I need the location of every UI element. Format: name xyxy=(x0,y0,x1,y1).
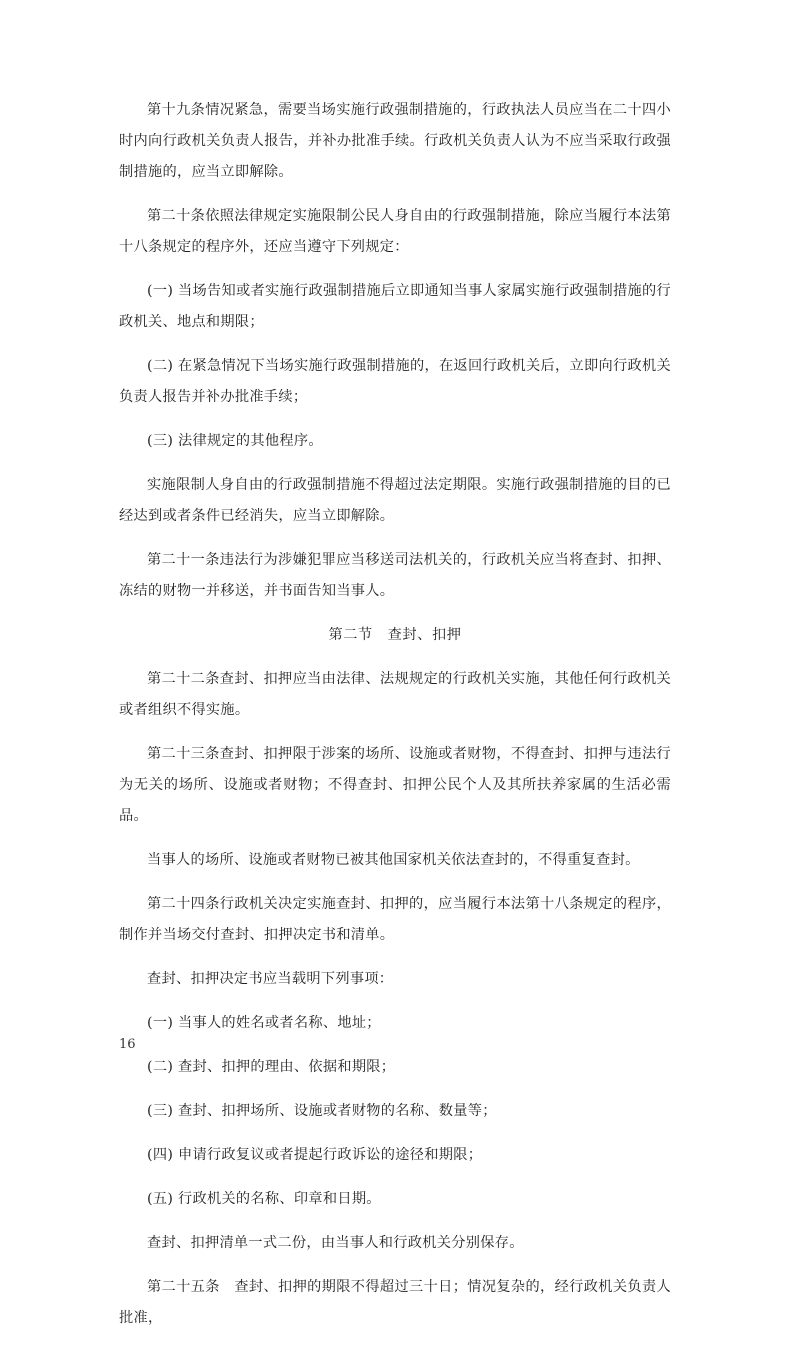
paragraph-article-20-item-2: (二) 在紧急情况下当场实施行政强制措施的，在返回行政机关后，立即向行政机关负责人报告并补办批准手续； xyxy=(119,358,671,405)
paragraph-article-24: 第二十四条行政机关决定实施查封、扣押的，应当履行本法第十八条规定的程序，制作并当场交付查封、扣押决定书和清单。 xyxy=(119,896,671,943)
paragraph-article-25: 第二十五条 查封、扣押的期限不得超过三十日；情况复杂的，经行政机关负责人批准， xyxy=(119,1279,671,1326)
list-item-2: (二) 查封、扣押的理由、依据和期限； xyxy=(147,1059,396,1075)
paragraph-inventory: 查封、扣押清单一式二份，由当事人和行政机关分别保存。 xyxy=(147,1235,524,1251)
paragraph-article-20-item-1: (一) 当场告知或者实施行政强制措施后立即通知当事人家属实施行政强制措施的行政机关、地点和期限； xyxy=(119,283,671,330)
section-title: 第二节 查封、扣押 xyxy=(328,627,462,643)
paragraph-article-20-limit: 实施限制人身自由的行政强制措施不得超过法定期限。实施行政强制措施的目的已经达到或者条件已经消失，应当立即解除。 xyxy=(119,477,671,524)
paragraph-article-19: 第十九条情况紧急，需要当场实施行政强制措施的，行政执法人员应当在二十四小时内向行政机关负责人报告，并补办批准手续。行政机关负责人认为不应当采取行政强制措施的，应当立即解除。 xyxy=(119,102,671,180)
paragraph-article-22: 第二十二条查封、扣押应当由法律、法规规定的行政机关实施，其他任何行政机关或者组织不得实施。 xyxy=(119,671,671,718)
paragraph-article-20: 第二十条依照法律规定实施限制公民人身自由的行政强制措施，除应当履行本法第十八条规定的程序外，还应当遵守下列规定： xyxy=(119,208,671,255)
page-number: 16 xyxy=(119,1037,136,1052)
paragraph-decision-items-intro: 查封、扣押决定书应当载明下列事项： xyxy=(147,971,394,987)
paragraph-article-23-repeat: 当事人的场所、设施或者财物已被其他国家机关依法查封的，不得重复查封。 xyxy=(147,852,640,868)
list-item-5: (五) 行政机关的名称、印章和日期。 xyxy=(147,1191,381,1207)
list-item-3: (三) 查封、扣押场所、设施或者财物的名称、数量等； xyxy=(147,1103,497,1119)
paragraph-article-20-item-3: (三) 法律规定的其他程序。 xyxy=(147,433,323,449)
paragraph-article-23: 第二十三条查封、扣押限于涉案的场所、设施或者财物，不得查封、扣押与违法行为无关的场所、设施或者财物；不得查封、扣押公民个人及其所扶养家属的生活必需品。 xyxy=(119,746,671,824)
list-item-4: (四) 申请行政复议或者提起行政诉讼的途径和期限； xyxy=(147,1147,483,1163)
list-item-1: (一) 当事人的姓名或者名称、地址； xyxy=(147,1015,381,1031)
page-body xyxy=(119,95,671,1347)
paragraph-article-21: 第二十一条违法行为涉嫌犯罪应当移送司法机关的，行政机关应当将查封、扣押、冻结的财物一并移送，并书面告知当事人。 xyxy=(119,552,671,599)
